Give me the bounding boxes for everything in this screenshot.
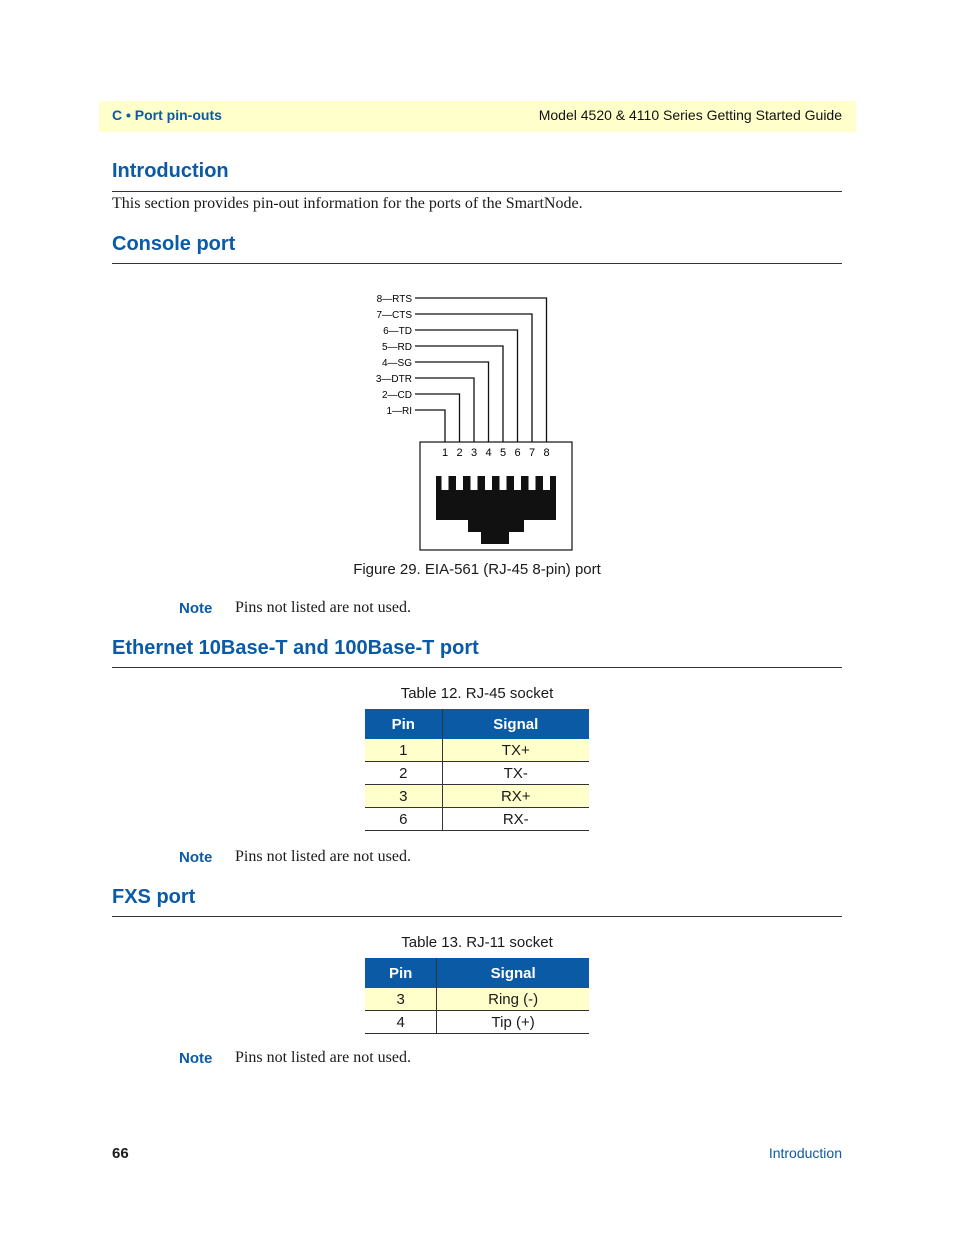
signal-cell: TX+ (442, 739, 589, 762)
rj45-pinout-diagram (370, 286, 580, 552)
pin-cell: 3 (365, 988, 437, 1011)
table-header-row (365, 958, 589, 988)
pin-number: 6 (514, 447, 521, 459)
pin-wire (415, 298, 547, 442)
pin-contact (442, 476, 449, 490)
note-text: Pins not listed are not used. (235, 1049, 411, 1066)
column-header-pin: Pin (365, 709, 442, 739)
signal-cell: RX+ (442, 785, 589, 808)
pin-contact (514, 476, 521, 490)
pin-number: 1 (441, 447, 449, 459)
pin-labels (376, 294, 412, 417)
pin-contact (529, 476, 536, 490)
table-row (365, 739, 589, 762)
signal-cell: RX- (442, 808, 589, 831)
pin-cell: 6 (365, 808, 442, 831)
pin-cell: 1 (365, 739, 442, 762)
table-row (365, 988, 589, 1011)
pin-label: 7—CTS (376, 310, 412, 321)
introduction-heading: Introduction (112, 160, 229, 182)
pin-contact (485, 476, 492, 490)
ethernet-port-heading: Ethernet 10Base-T and 100Base-T port (112, 637, 479, 659)
chapter-label: C • Port pin-outs (112, 107, 222, 123)
pin-number: 4 (485, 447, 492, 459)
table-row (365, 1011, 589, 1034)
column-header-pin: Pin (365, 958, 437, 988)
pin-label: 3—DTR (375, 374, 412, 385)
pin-number: 2 (456, 447, 463, 459)
pin-label: 4—SG (381, 358, 412, 369)
note-text: Pins not listed are not used. (235, 848, 411, 865)
note-label: Note (179, 1050, 213, 1067)
pin-contact (456, 476, 463, 490)
note-label: Note (179, 849, 213, 866)
pin-contact (471, 476, 478, 490)
pin-cell: 3 (365, 785, 442, 808)
heading-rule (112, 916, 842, 917)
pin-label: 5—RD (381, 342, 412, 353)
guide-title: Model 4520 & 4110 Series Getting Started Guide (538, 107, 842, 123)
pin-number: 5 (499, 447, 507, 459)
heading-rule (112, 191, 842, 192)
rj45-socket-table (365, 709, 589, 831)
pin-label: 2—CD (381, 390, 412, 401)
pin-wires (415, 298, 547, 442)
signal-cell: Ring (-) (437, 988, 589, 1011)
page-number: 66 (112, 1145, 129, 1162)
heading-rule (112, 263, 842, 264)
pin-contact (543, 476, 550, 490)
pin-label: 8—RTS (376, 294, 412, 305)
table-header-row (365, 709, 589, 739)
console-port-heading: Console port (112, 233, 236, 255)
pin-number: 3 (470, 447, 478, 459)
rj11-socket-table (365, 958, 589, 1034)
figure-caption: Figure 29. EIA-561 (RJ-45 8-pin) port (353, 561, 601, 578)
signal-cell: Tip (+) (437, 1011, 589, 1034)
pin-wire (415, 362, 489, 442)
pin-number: 7 (528, 447, 536, 459)
table-row (365, 762, 589, 785)
pin-wire (415, 410, 445, 442)
heading-rule (112, 667, 842, 668)
footer-section-name: Introduction (768, 1145, 842, 1161)
column-header-signal: Signal (442, 709, 589, 739)
introduction-text: This section provides pin-out information for the ports of the SmartNode. (112, 195, 583, 212)
table-caption: Table 13. RJ-11 socket (401, 934, 553, 951)
signal-cell: TX- (442, 762, 589, 785)
pin-contact (500, 476, 507, 490)
fxs-port-heading: FXS port (112, 886, 196, 908)
pin-label: 1—RI (386, 406, 412, 417)
pin-wire (415, 330, 518, 442)
column-header-signal: Signal (437, 958, 589, 988)
pin-cell: 2 (365, 762, 442, 785)
pin-cell: 4 (365, 1011, 437, 1034)
pin-wire (415, 394, 460, 442)
pin-label: 6—TD (383, 326, 412, 337)
pin-number: 8 (543, 447, 550, 459)
table-row (365, 808, 589, 831)
table-row (365, 785, 589, 808)
note-text: Pins not listed are not used. (235, 599, 411, 616)
table-caption: Table 12. RJ-45 socket (400, 685, 554, 702)
note-label: Note (179, 600, 213, 617)
